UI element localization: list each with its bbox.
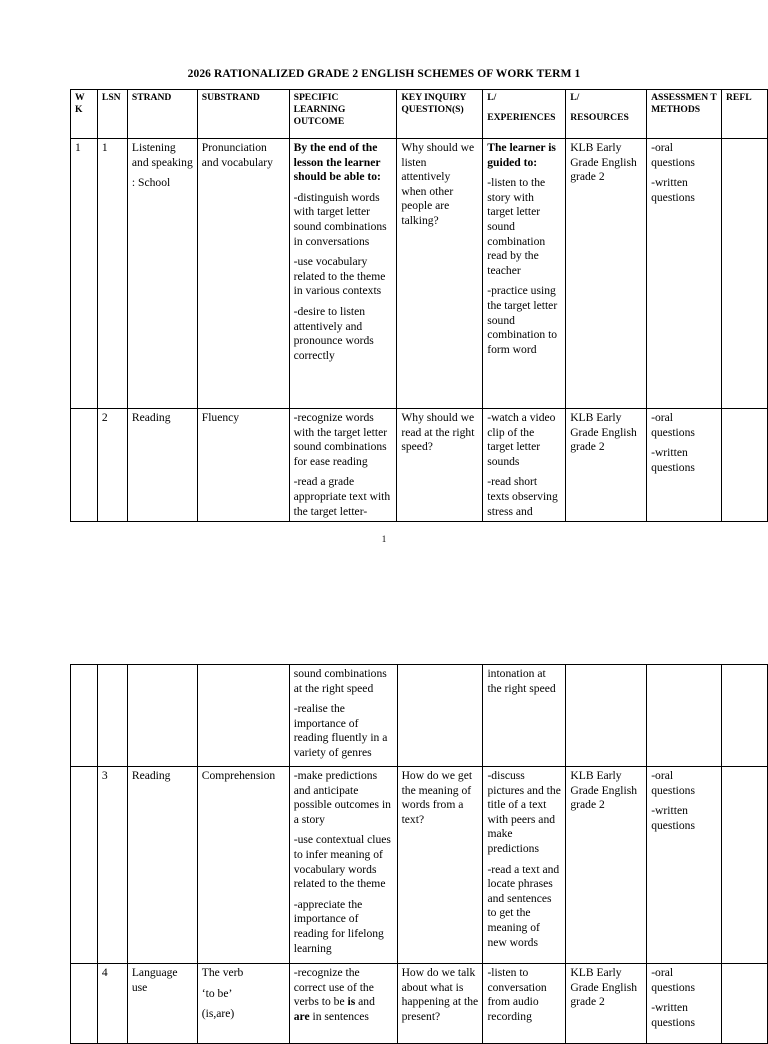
header-resources (566, 90, 647, 139)
verb-are: are (293, 1009, 310, 1023)
cell-strand: Reading (127, 409, 197, 522)
cell-inquiry: How do we talk about what is happening at the present? (397, 964, 483, 1044)
table-row (71, 964, 768, 1044)
cell-outcome (289, 665, 397, 767)
outcome-item: sound combinations at the right speed (293, 667, 387, 695)
cell-reflection (722, 409, 768, 522)
strand-text: Listening and speaking (131, 141, 193, 169)
header-experiences-prefix: L/ (487, 92, 497, 103)
document-page-2 (0, 640, 768, 1029)
header-wk: W K (71, 90, 98, 139)
experience-intro: The learner is guided to: (487, 141, 556, 169)
cell-lesson: 3 (97, 767, 127, 964)
cell-resources: KLB Early Grade English grade 2 (566, 409, 647, 522)
cell-inquiry (397, 665, 483, 767)
table-row (71, 409, 768, 522)
header-inquiry: KEY INQUIRY QUESTION(S) (397, 90, 483, 139)
theme-text: : School (131, 176, 171, 190)
outcome-item: -realise the importance of reading fluently in a variety of genres (293, 702, 388, 759)
cell-reflection (722, 139, 768, 409)
table-row (71, 139, 768, 409)
outcome-intro: By the end of the lesson the learner should be able to: (293, 141, 381, 184)
cell-assessment (647, 409, 722, 522)
experience-item: -listen to the story with target letter sound combination read by the teacher (487, 176, 546, 277)
cell-lesson: 2 (97, 409, 127, 522)
outcome-item: -appreciate the importance of reading for lifelong learning (293, 897, 384, 955)
assessment-item: -written questions (651, 804, 695, 832)
cell-strand (127, 139, 197, 409)
assessment-item: -written questions (651, 446, 695, 474)
outcome-item: -recognize words with the target letter sound combinations for ease reading (293, 411, 388, 468)
cell-resources: KLB Early Grade English grade 2 (566, 964, 647, 1044)
header-reflection: REFL (722, 90, 768, 139)
header-lsn: LSN (97, 90, 127, 139)
cell-resources: KLB Early Grade English grade 2 (566, 139, 647, 409)
cell-substrand: Pronunciation and vocabulary (197, 139, 289, 409)
assessment-item: -oral questions (651, 141, 695, 169)
cell-reflection (722, 665, 768, 767)
schemes-table-continued (70, 664, 768, 1044)
cell-outcome (289, 139, 397, 409)
cell-outcome (289, 409, 397, 522)
cell-assessment (647, 665, 722, 767)
outcome-item: -read a grade appropriate text with the target letter- (293, 475, 391, 518)
cell-lesson: 4 (97, 964, 127, 1044)
cell-inquiry: Why should we read at the right speed? (397, 409, 483, 522)
cell-assessment (647, 964, 722, 1044)
experience-item: -practice using the target letter sound combination to form word (487, 284, 558, 356)
cell-strand (127, 665, 197, 767)
cell-substrand (197, 964, 289, 1044)
experience-item: -read short texts observing stress and (487, 475, 558, 518)
outcome-item: -use contextual clues to infer meaning of vocabulary words related to the theme (293, 833, 391, 891)
document-title: 2026 RATIONALIZED GRADE 2 ENGLISH SCHEMES OF WORK TERM 1 (187, 68, 581, 80)
cell-strand: Reading (127, 767, 197, 964)
cell-week (71, 767, 98, 964)
cell-week (71, 665, 98, 767)
cell-experiences (483, 409, 566, 522)
cell-assessment (647, 139, 722, 409)
assessment-item: -oral questions (651, 966, 695, 994)
header-outcome: SPECIFIC LEARNING OUTCOME (289, 90, 397, 139)
header-resources-label: RESOURCES (570, 112, 629, 123)
header-experiences-label: EXPERIENCES (487, 112, 556, 123)
outcome-text: in sentences (309, 1009, 369, 1023)
outcome-item: -use vocabulary related to the theme in various contexts (293, 255, 386, 298)
substrand-text: The verb (201, 966, 244, 979)
cell-reflection (722, 767, 768, 964)
assessment-item: -written questions (651, 1001, 695, 1029)
outcome-item (294, 966, 393, 1024)
cell-experiences (483, 139, 566, 409)
assessment-item: -oral questions (651, 411, 695, 439)
cell-week: 1 (71, 139, 98, 409)
table-row (71, 767, 768, 964)
outcome-text: and (355, 995, 375, 1009)
experience-item: -read a text and locate phrases and sentences to get the meaning of new words (487, 862, 560, 949)
assessment-item: -written questions (651, 176, 695, 204)
cell-experiences (483, 767, 566, 964)
schemes-table (70, 89, 768, 522)
cell-substrand: Comprehension (197, 767, 289, 964)
table-header-row (71, 90, 768, 139)
cell-inquiry: Why should we listen attentively when other people are talking? (397, 139, 483, 409)
page-number: 1 (381, 534, 387, 544)
cell-lesson (97, 665, 127, 767)
assessment-item: -oral questions (651, 769, 695, 797)
outcome-item: -make predictions and anticipate possible outcomes in a story (293, 769, 391, 826)
cell-lesson: 1 (97, 139, 127, 409)
header-strand: STRAND (127, 90, 197, 139)
experience-item: -watch a video clip of the target letter sounds (487, 411, 556, 468)
cell-week (71, 964, 98, 1044)
cell-substrand: Fluency (197, 409, 289, 522)
header-experiences (483, 90, 566, 139)
outcome-text: -recognize the correct use of the verbs to be (293, 966, 374, 1009)
cell-resources: KLB Early Grade English grade 2 (566, 767, 647, 964)
cell-inquiry: How do we get the meaning of words from a text? (397, 767, 483, 964)
experience-item: -discuss pictures and the title of a text with peers and make predictions (487, 769, 561, 855)
cell-experiences: -listen to conversation from audio recording (483, 964, 566, 1044)
cell-reflection (722, 964, 768, 1044)
verb-is: is (347, 995, 356, 1009)
cell-outcome (289, 964, 397, 1044)
cell-week (71, 409, 98, 522)
table-row (71, 665, 768, 767)
cell-substrand (197, 665, 289, 767)
outcome-item: -desire to listen attentively and pronounce words correctly (293, 304, 374, 362)
header-substrand: SUBSTRAND (197, 90, 289, 139)
outcome-item: -distinguish words with target letter sound combinations in conversations (293, 190, 387, 248)
cell-experiences: intonation at the right speed (483, 665, 566, 767)
substrand-text: (is,are) (201, 1007, 235, 1021)
cell-strand: Language use (127, 964, 197, 1044)
header-assessment: ASSESSMEN T METHODS (647, 90, 722, 139)
cell-assessment (647, 767, 722, 964)
header-resources-prefix: L/ (570, 92, 580, 103)
cell-outcome (289, 767, 397, 964)
substrand-text: ‘to be’ (201, 986, 233, 1000)
cell-resources (566, 665, 647, 767)
